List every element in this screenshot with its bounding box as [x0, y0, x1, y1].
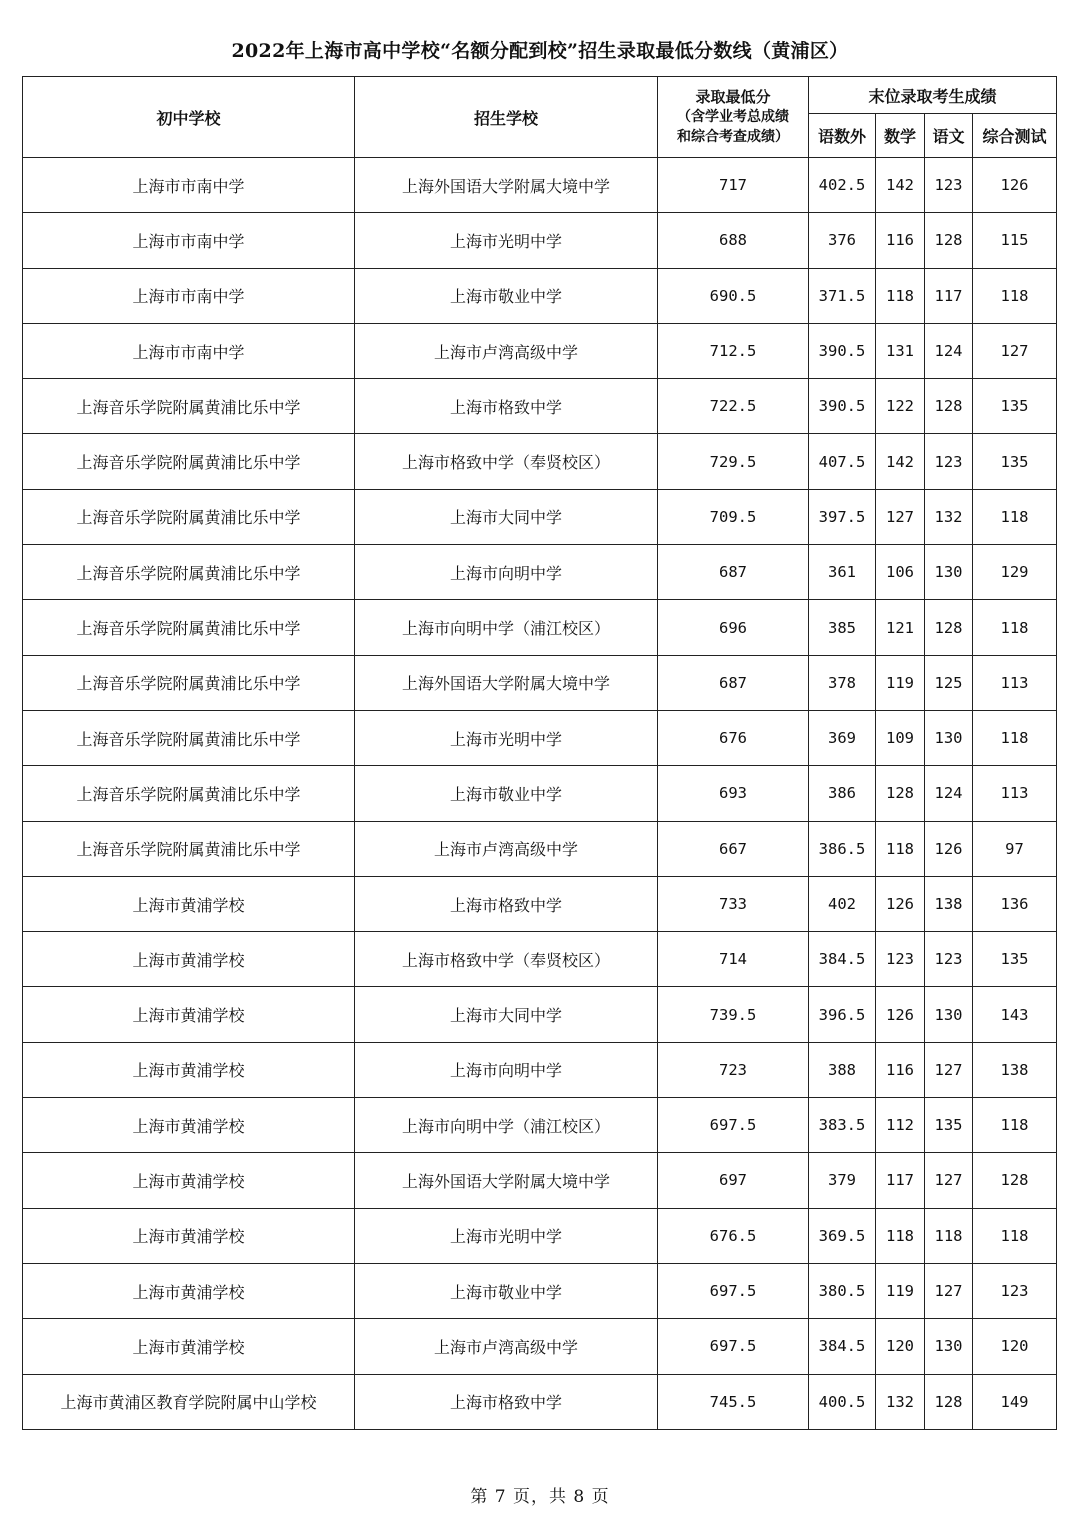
cell-enroll-school: 上海市光明中学 [355, 710, 658, 765]
cell-yushuwai: 388 [809, 1042, 876, 1097]
table-row [23, 1042, 1057, 1097]
cell-junior-school: 上海市黄浦学校 [23, 1153, 355, 1208]
cell-math: 119 [876, 1263, 925, 1318]
table-row [23, 158, 1057, 213]
cell-min-score: 693 [658, 766, 809, 821]
cell-math: 116 [876, 213, 925, 268]
cell-math: 142 [876, 434, 925, 489]
cell-chinese: 132 [925, 489, 973, 544]
cell-math: 142 [876, 158, 925, 213]
cell-enroll-school: 上海市大同中学 [355, 489, 658, 544]
cell-yushuwai: 385 [809, 600, 876, 655]
cell-enroll-school: 上海外国语大学附属大境中学 [355, 158, 658, 213]
cell-enroll-school: 上海市向明中学（浦江校区） [355, 600, 658, 655]
cell-math: 132 [876, 1374, 925, 1429]
cell-comprehensive: 129 [973, 545, 1057, 600]
cell-math: 126 [876, 987, 925, 1042]
cell-junior-school: 上海音乐学院附属黄浦比乐中学 [23, 655, 355, 710]
cell-chinese: 130 [925, 1319, 973, 1374]
cell-enroll-school: 上海市敬业中学 [355, 1263, 658, 1318]
cell-min-score: 723 [658, 1042, 809, 1097]
cell-comprehensive: 113 [973, 655, 1057, 710]
cell-enroll-school: 上海市向明中学 [355, 545, 658, 600]
table-row [23, 766, 1057, 821]
cell-enroll-school: 上海外国语大学附属大境中学 [355, 655, 658, 710]
cell-min-score: 667 [658, 821, 809, 876]
cell-math: 122 [876, 379, 925, 434]
cell-enroll-school: 上海外国语大学附属大境中学 [355, 1153, 658, 1208]
table-row [23, 434, 1057, 489]
cell-junior-school: 上海市市南中学 [23, 323, 355, 378]
cell-junior-school: 上海市黄浦学校 [23, 932, 355, 987]
cell-comprehensive: 143 [973, 987, 1057, 1042]
cell-comprehensive: 135 [973, 379, 1057, 434]
cell-yushuwai: 369.5 [809, 1208, 876, 1263]
header-chinese: 语文 [925, 114, 973, 158]
table-row [23, 655, 1057, 710]
table-row [23, 1374, 1057, 1429]
cell-min-score: 697 [658, 1153, 809, 1208]
header-math: 数学 [876, 114, 925, 158]
cell-min-score: 745.5 [658, 1374, 809, 1429]
cell-yushuwai: 407.5 [809, 434, 876, 489]
cell-min-score: 729.5 [658, 434, 809, 489]
cell-math: 118 [876, 1208, 925, 1263]
table-row [23, 1263, 1057, 1318]
cell-junior-school: 上海音乐学院附属黄浦比乐中学 [23, 379, 355, 434]
cell-min-score: 697.5 [658, 1098, 809, 1153]
cell-comprehensive: 149 [973, 1374, 1057, 1429]
cell-chinese: 123 [925, 434, 973, 489]
cell-comprehensive: 126 [973, 158, 1057, 213]
table-row [23, 1319, 1057, 1374]
table-row [23, 710, 1057, 765]
cell-chinese: 127 [925, 1153, 973, 1208]
page-title: 2022年上海市高中学校“名额分配到校”招生录取最低分数线（黄浦区） [231, 40, 849, 62]
header-min-score-line3: 和综合考查成绩） [677, 129, 789, 145]
cell-chinese: 130 [925, 987, 973, 1042]
cell-comprehensive: 97 [973, 821, 1057, 876]
cell-chinese: 117 [925, 268, 973, 323]
cell-junior-school: 上海音乐学院附属黄浦比乐中学 [23, 434, 355, 489]
table-row [23, 1098, 1057, 1153]
table-row [23, 1153, 1057, 1208]
cell-comprehensive: 118 [973, 489, 1057, 544]
cell-junior-school: 上海音乐学院附属黄浦比乐中学 [23, 766, 355, 821]
cell-yushuwai: 378 [809, 655, 876, 710]
cell-math: 109 [876, 710, 925, 765]
cell-math: 121 [876, 600, 925, 655]
cell-comprehensive: 118 [973, 268, 1057, 323]
cell-yushuwai: 371.5 [809, 268, 876, 323]
cell-enroll-school: 上海市卢湾高级中学 [355, 821, 658, 876]
cell-yushuwai: 383.5 [809, 1098, 876, 1153]
cell-junior-school: 上海音乐学院附属黄浦比乐中学 [23, 489, 355, 544]
header-yushuwai: 语数外 [809, 114, 876, 158]
cell-min-score: 676.5 [658, 1208, 809, 1263]
cell-min-score: 714 [658, 932, 809, 987]
header-min-score-line1: 录取最低分 [695, 88, 771, 106]
cell-enroll-school: 上海市向明中学（浦江校区） [355, 1098, 658, 1153]
cell-junior-school: 上海市市南中学 [23, 213, 355, 268]
cell-junior-school: 上海市黄浦学校 [23, 1263, 355, 1318]
cell-junior-school: 上海音乐学院附属黄浦比乐中学 [23, 600, 355, 655]
cell-comprehensive: 118 [973, 1098, 1057, 1153]
cell-min-score: 688 [658, 213, 809, 268]
header-min-score-line2: （含学业考总成绩 [677, 109, 789, 125]
cell-enroll-school: 上海市卢湾高级中学 [355, 323, 658, 378]
cell-yushuwai: 384.5 [809, 932, 876, 987]
cell-junior-school: 上海市黄浦学校 [23, 1098, 355, 1153]
table-row [23, 268, 1057, 323]
table-row [23, 932, 1057, 987]
cell-enroll-school: 上海市敬业中学 [355, 766, 658, 821]
cell-yushuwai: 400.5 [809, 1374, 876, 1429]
table-row [23, 1208, 1057, 1263]
cell-comprehensive: 123 [973, 1263, 1057, 1318]
cell-junior-school: 上海市黄浦学校 [23, 1042, 355, 1097]
cell-chinese: 128 [925, 1374, 973, 1429]
cell-chinese: 135 [925, 1098, 973, 1153]
cell-junior-school: 上海市黄浦学校 [23, 876, 355, 931]
cell-junior-school: 上海市黄浦学校 [23, 1319, 355, 1374]
cell-enroll-school: 上海市格致中学（奉贤校区） [355, 434, 658, 489]
cell-math: 123 [876, 932, 925, 987]
cell-math: 118 [876, 821, 925, 876]
score-table [22, 76, 1057, 1430]
cell-math: 119 [876, 655, 925, 710]
cell-min-score: 697.5 [658, 1263, 809, 1318]
cell-comprehensive: 127 [973, 323, 1057, 378]
cell-yushuwai: 402.5 [809, 158, 876, 213]
header-enroll-school: 招生学校 [355, 77, 658, 158]
cell-min-score: 717 [658, 158, 809, 213]
cell-comprehensive: 135 [973, 434, 1057, 489]
cell-enroll-school: 上海市格致中学 [355, 379, 658, 434]
cell-enroll-school: 上海市光明中学 [355, 213, 658, 268]
table-row [23, 379, 1057, 434]
cell-math: 126 [876, 876, 925, 931]
cell-math: 116 [876, 1042, 925, 1097]
cell-chinese: 127 [925, 1042, 973, 1097]
cell-comprehensive: 138 [973, 1042, 1057, 1097]
cell-chinese: 128 [925, 213, 973, 268]
cell-yushuwai: 376 [809, 213, 876, 268]
header-last-admitted: 末位录取考生成绩 [809, 77, 1057, 114]
cell-enroll-school: 上海市格致中学（奉贤校区） [355, 932, 658, 987]
cell-chinese: 128 [925, 600, 973, 655]
cell-chinese: 118 [925, 1208, 973, 1263]
cell-yushuwai: 384.5 [809, 1319, 876, 1374]
cell-math: 128 [876, 766, 925, 821]
cell-junior-school: 上海音乐学院附属黄浦比乐中学 [23, 710, 355, 765]
cell-chinese: 128 [925, 379, 973, 434]
cell-yushuwai: 390.5 [809, 323, 876, 378]
cell-junior-school: 上海市黄浦学校 [23, 1208, 355, 1263]
cell-chinese: 130 [925, 710, 973, 765]
cell-junior-school: 上海音乐学院附属黄浦比乐中学 [23, 821, 355, 876]
cell-comprehensive: 118 [973, 600, 1057, 655]
cell-yushuwai: 369 [809, 710, 876, 765]
header-comprehensive: 综合测试 [973, 114, 1057, 158]
cell-comprehensive: 115 [973, 213, 1057, 268]
cell-min-score: 739.5 [658, 987, 809, 1042]
cell-enroll-school: 上海市向明中学 [355, 1042, 658, 1097]
cell-min-score: 687 [658, 655, 809, 710]
cell-enroll-school: 上海市格致中学 [355, 1374, 658, 1429]
cell-chinese: 124 [925, 323, 973, 378]
table-row [23, 876, 1057, 931]
cell-chinese: 126 [925, 821, 973, 876]
cell-enroll-school: 上海市光明中学 [355, 1208, 658, 1263]
cell-min-score: 709.5 [658, 489, 809, 544]
header-min-score [658, 77, 809, 158]
cell-comprehensive: 136 [973, 876, 1057, 931]
cell-min-score: 722.5 [658, 379, 809, 434]
table-row [23, 600, 1057, 655]
table-row [23, 821, 1057, 876]
cell-math: 120 [876, 1319, 925, 1374]
cell-math: 106 [876, 545, 925, 600]
cell-math: 131 [876, 323, 925, 378]
table-row [23, 323, 1057, 378]
cell-enroll-school: 上海市敬业中学 [355, 268, 658, 323]
cell-chinese: 127 [925, 1263, 973, 1318]
cell-enroll-school: 上海市大同中学 [355, 987, 658, 1042]
cell-comprehensive: 118 [973, 710, 1057, 765]
cell-math: 118 [876, 268, 925, 323]
cell-junior-school: 上海市市南中学 [23, 268, 355, 323]
cell-comprehensive: 135 [973, 932, 1057, 987]
cell-junior-school: 上海市黄浦学校 [23, 987, 355, 1042]
cell-junior-school: 上海市市南中学 [23, 158, 355, 213]
cell-min-score: 676 [658, 710, 809, 765]
table-row [23, 987, 1057, 1042]
cell-min-score: 687 [658, 545, 809, 600]
table-row [23, 545, 1057, 600]
cell-yushuwai: 380.5 [809, 1263, 876, 1318]
cell-comprehensive: 118 [973, 1208, 1057, 1263]
cell-junior-school: 上海音乐学院附属黄浦比乐中学 [23, 545, 355, 600]
cell-min-score: 733 [658, 876, 809, 931]
cell-yushuwai: 379 [809, 1153, 876, 1208]
cell-enroll-school: 上海市卢湾高级中学 [355, 1319, 658, 1374]
cell-yushuwai: 396.5 [809, 987, 876, 1042]
cell-chinese: 138 [925, 876, 973, 931]
cell-comprehensive: 128 [973, 1153, 1057, 1208]
cell-yushuwai: 361 [809, 545, 876, 600]
table-body [23, 158, 1057, 1430]
cell-chinese: 123 [925, 932, 973, 987]
cell-chinese: 125 [925, 655, 973, 710]
cell-comprehensive: 113 [973, 766, 1057, 821]
table-row [23, 489, 1057, 544]
cell-chinese: 130 [925, 545, 973, 600]
cell-math: 117 [876, 1153, 925, 1208]
cell-yushuwai: 386 [809, 766, 876, 821]
header-row-1 [23, 77, 1057, 114]
cell-math: 127 [876, 489, 925, 544]
header-junior-school: 初中学校 [23, 77, 355, 158]
cell-junior-school: 上海市黄浦区教育学院附属中山学校 [23, 1374, 355, 1429]
cell-yushuwai: 386.5 [809, 821, 876, 876]
cell-math: 112 [876, 1098, 925, 1153]
page-footer: 第 7 页，共 8 页 [470, 1487, 610, 1507]
cell-yushuwai: 402 [809, 876, 876, 931]
cell-chinese: 124 [925, 766, 973, 821]
cell-chinese: 123 [925, 158, 973, 213]
cell-min-score: 712.5 [658, 323, 809, 378]
cell-yushuwai: 397.5 [809, 489, 876, 544]
cell-yushuwai: 390.5 [809, 379, 876, 434]
cell-comprehensive: 120 [973, 1319, 1057, 1374]
cell-min-score: 696 [658, 600, 809, 655]
cell-min-score: 697.5 [658, 1319, 809, 1374]
cell-min-score: 690.5 [658, 268, 809, 323]
table-row [23, 213, 1057, 268]
cell-enroll-school: 上海市格致中学 [355, 876, 658, 931]
